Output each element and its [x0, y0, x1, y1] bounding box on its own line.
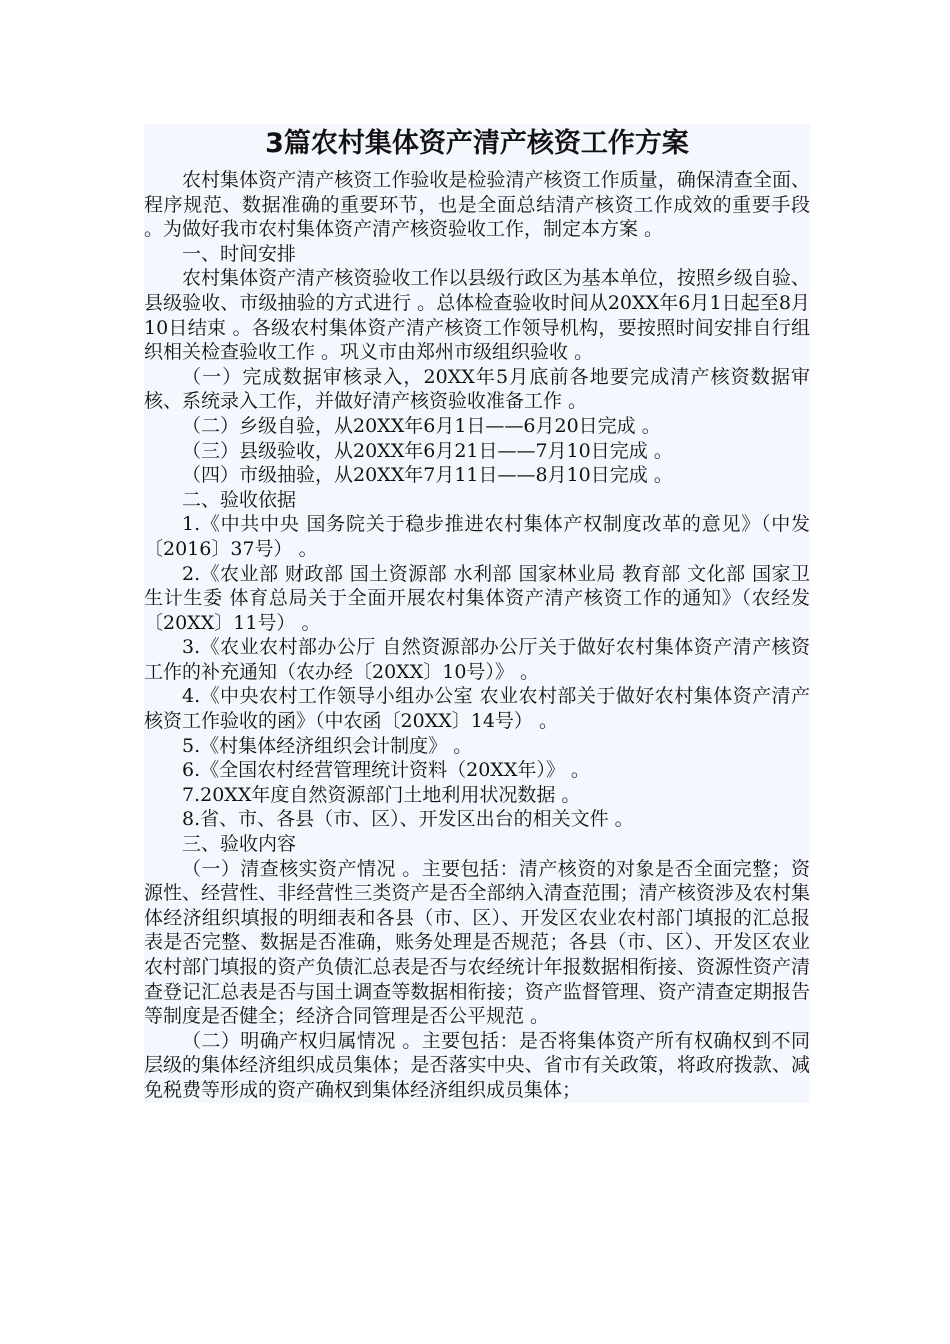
section-heading-content: 三、验收内容: [182, 833, 297, 856]
list-item: （一）完成数据审核录入，20XX年5月底前各地要完成清产核资数据审核、系统录入工作，并做好清产核资验收准备工作 。: [144, 365, 810, 413]
list-item: 7.20XX年度自然资源部门土地利用状况数据 。: [182, 783, 581, 806]
list-item: 4.《中央农村工作领导小组办公室 农业农村部关于做好农村集体资产清产核资工作验收的函》（中农函〔20XX〕14号） 。: [144, 685, 810, 733]
section-heading-basis: 二、验收依据: [182, 488, 297, 511]
paragraph-asset-check: （一）清查核实资产情况 。主要包括：清产核资的对象是否全面完整；资源性、经营性、非经营性三类资产是否全部纳入清查范围；清产核资涉及农村集体经济组织填报的明细表和各县（市、区）、开发区农业农村部门填报的汇总报表是否完整、数据是否准确，账务处理是否规范；各县（市、区）、开发区农业农村部门填报的资产负债汇总表是否与农经统计年报数据相衔接、资源性资产清查登记汇总表是否与国土调查等数据相衔接；资产监督管理、资产清查定期报告等制度是否健全；经济合同管理是否公平规范 。: [144, 857, 810, 1028]
paragraph-schedule: 农村集体资产清产核资验收工作以县级行政区为基本单位，按照乡级自验、县级验收、市级抽验的方式进行 。总体检查验收时间从20XX年6月1日起至8月10日结束 。各级农村集体资产清产核资工作领导机构，要按照时间安排自行组织相关检查验收工作 。巩义市由郑州市级组织验收 。: [144, 267, 810, 364]
list-item: （四）市级抽验，从20XX年7月11日——8月10日完成 。: [182, 464, 673, 487]
list-item: 6.《全国农村经营管理统计资料（20XX年）》 。: [182, 759, 590, 782]
list-item: 2.《农业部 财政部 国土资源部 水利部 国家林业局 教育部 文化部 国家卫生计生委 体育总局关于全面开展农村集体资产清产核资工作的通知》（农经发〔20XX〕11号） 。: [144, 562, 810, 634]
document-body: [144, 124, 810, 1103]
section-heading-schedule: 一、时间安排: [182, 242, 297, 265]
document-title: 3篇农村集体资产清产核资工作方案: [265, 128, 689, 159]
paragraph-ownership: （二）明确产权归属情况 。主要包括：是否将集体资产所有权确权到不同层级的集体经济组织成员集体；是否落实中央、省市有关政策，将政府拨款、减免税费等形成的资产确权到集体经济组织成员集体；: [144, 1029, 810, 1101]
list-item: （二）乡级自验，从20XX年6月1日——6月20日完成 。: [182, 414, 661, 437]
list-item: 5.《村集体经济组织会计制度》 。: [182, 734, 473, 757]
list-item: 1.《中共中央 国务院关于稳步推进农村集体产权制度改革的意见》（中发〔2016〕37号） 。: [144, 513, 810, 560]
list-item: 3.《农业农村部办公厅 自然资源部办公厅关于做好农村集体资产清产核资工作的补充通知（农办经〔20XX〕10号）》 。: [144, 636, 810, 683]
list-item: 8.省、市、各县（市、区）、开发区出台的相关文件 。: [182, 808, 634, 831]
list-item: （三）县级验收，从20XX年6月21日——7月10日完成 。: [182, 439, 673, 462]
paragraph-intro: 农村集体资产清产核资工作验收是检验清产核资工作质量，确保清查全面、程序规范、数据准确的重要环节，也是全面总结清产核资工作成效的重要手段 。为做好我市农村集体资产清产核资验收工作，制定本方案 。: [144, 169, 810, 241]
